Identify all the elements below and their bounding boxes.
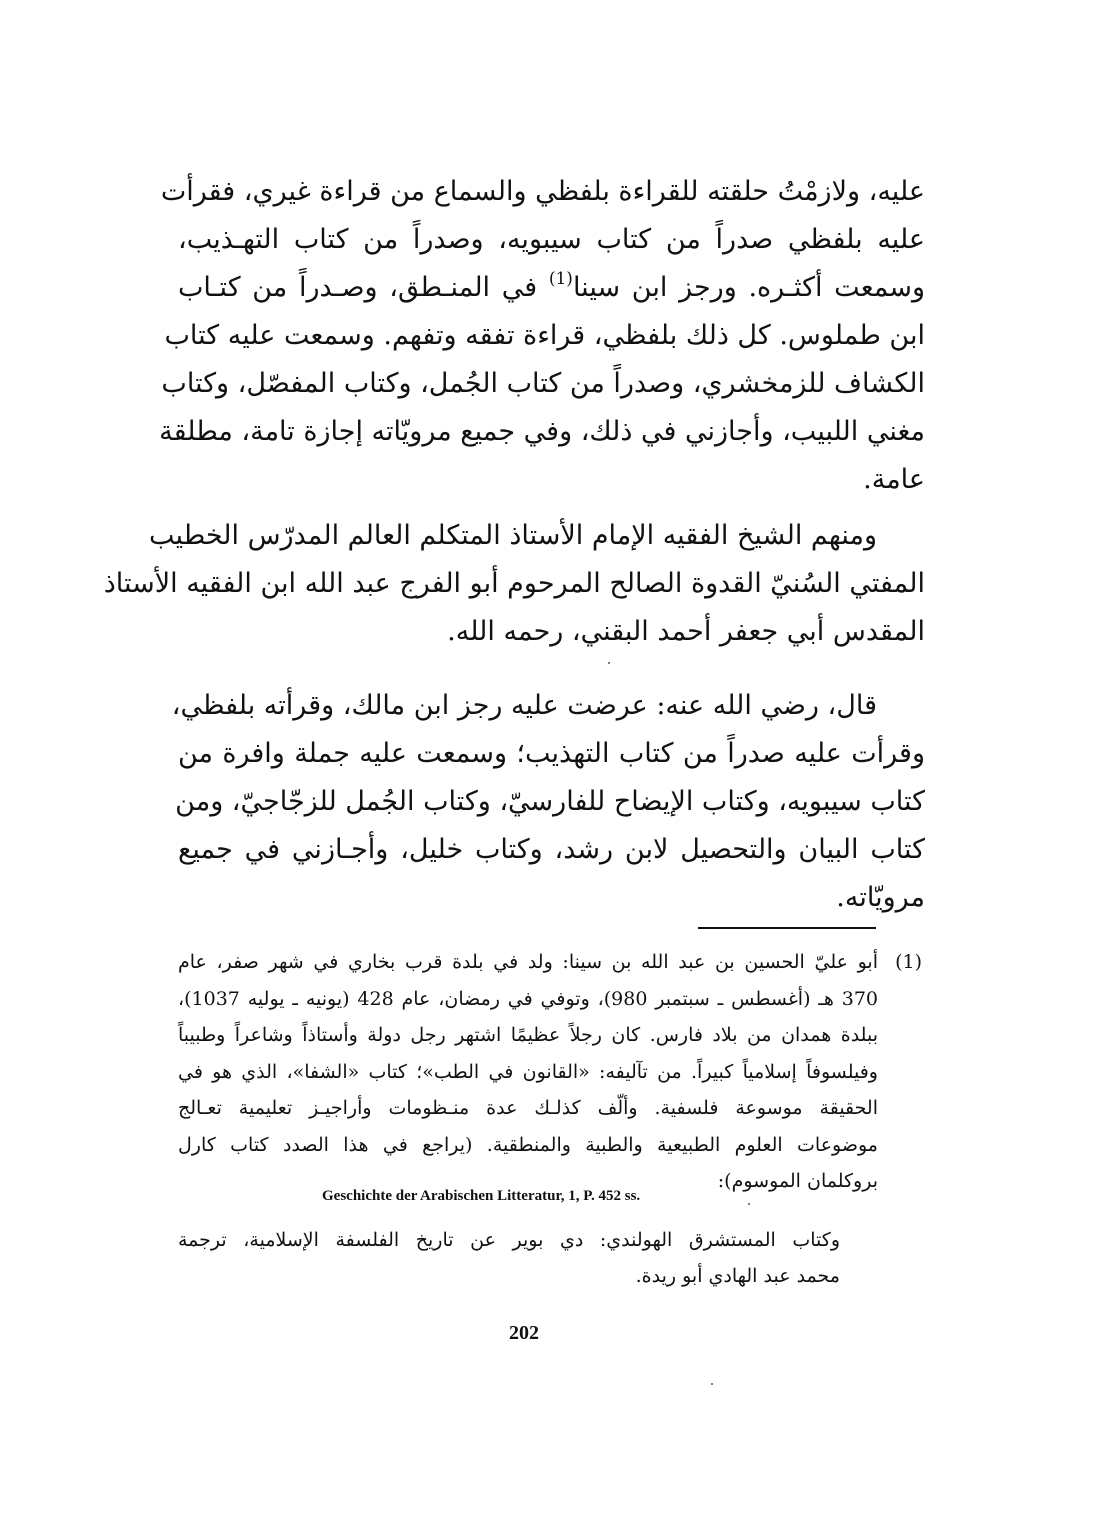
footnote-line: أبو عليّ الحسين بن عبد الله بن سينا: ولد في بلدة قرب بخاري في شهر صفر، عام: [178, 951, 878, 973]
text-line: مرويّاته.: [836, 882, 925, 913]
text-line: الكشاف للزمخشري، وصدراً من كتاب الجُمل، وكتاب المفصّل، وكتاب: [161, 368, 925, 399]
footnote-line: وفيلسوفاً إسلامياً كبيراً. من تآليفه: «القانون في الطب»؛ كتاب «الشفا»، الذي هو في: [178, 1060, 878, 1083]
footnote-number: (1): [895, 951, 922, 973]
text-line: ومنهم الشيخ الفقيه الإمام الأستاذ المتكلم العالم المدرّس الخطيب: [149, 520, 877, 551]
text-fragment: وسمعت أكثـره. ورجز ابن سينا: [572, 272, 925, 303]
latin-reference: Geschichte der Arabischen Litteratur, 1, P. 452 ss.: [322, 1188, 641, 1204]
scan-speck: [608, 662, 610, 664]
text-line: مغني اللبيب، وأجازني في ذلك، وفي جميع مرويّاته إجازة تامة، مطلقة: [159, 416, 925, 447]
footnote-separator: [698, 927, 876, 929]
text-line: المفتي السُنيّ القدوة الصالح المرحوم أبو الفرج عبد الله ابن الفقيه الأستاذ: [103, 568, 925, 599]
text-line: المقدس أبي جعفر أحمد البقني، رحمه الله.: [447, 616, 925, 647]
text-line: كتاب سيبويه، وكتاب الإيضاح للفارسيّ، وكتاب الجُمل للزجّاجيّ، ومن: [175, 786, 925, 817]
scan-speck: [711, 1383, 713, 1385]
text-line: وقرأت عليه صدراً من كتاب التهذيب؛ وسمعت عليه جملة وافرة من: [178, 738, 925, 769]
scan-speck: [748, 1203, 750, 1205]
paragraph-1: [159, 168, 925, 504]
footnote-line: ببلدة همدان من بلاد فارس. كان رجلاً عظيمًا اشتهر رجل دولة وأستاذاً وشاعراً وطبيباً: [178, 1024, 878, 1046]
footnote: [178, 944, 922, 1200]
text-line: [178, 264, 925, 312]
text-line: عليه، ولازمْتُ حلقته للقراءة بلفظي والسماع من قراءة غيري، فقرأت: [160, 176, 925, 207]
footnote-marker: (1): [548, 269, 573, 289]
footnote-line: موضوعات العلوم الطبيعية والطبية والمنطقية. (يراجع في هذا الصدد كتاب كارل: [178, 1133, 878, 1156]
text-line: ابن طملوس. كل ذلك بلفظي، قراءة تفقه وتفهم. وسمعت عليه كتاب: [164, 320, 925, 351]
text-line: قال، رضي الله عنه: عرضت عليه رجز ابن مالك، وقرأته بلفظي،: [171, 690, 877, 721]
footnote-continuation: [178, 1222, 840, 1294]
text-line: عليه بلفظي صدراً من كتاب سيبويه، وصدراً من كتاب التهـذيب،: [178, 224, 925, 255]
paragraph-3: [171, 682, 925, 922]
paragraph-2: [103, 512, 925, 656]
footnote-line: الحقيقة موسوعة فلسفية. وألّف كذلـك عدة منـظومات وأراجيـز تعليمية تعـالج: [178, 1097, 878, 1119]
footnote-line: محمد عبد الهادي أبو ريدة.: [635, 1265, 840, 1287]
footnote-line: بروكلمان الموسوم):: [717, 1170, 878, 1192]
text-fragment: في المنـطق، وصـدراً من كتـاب: [178, 272, 549, 303]
page-number: 202: [509, 1322, 539, 1344]
text-line: عامة.: [863, 464, 925, 495]
footnote-line: وكتاب المستشرق الهولندي: دي بوير عن تاريخ الفلسفة الإسلامية، ترجمة: [178, 1229, 840, 1251]
text-line: كتاب البيان والتحصيل لابن رشد، وكتاب خليل، وأجـازني في جميع: [178, 834, 925, 865]
footnote-line: 370 هـ (أغسطس ـ سبتمبر 980)، وتوفي في رمضان، عام 428 (يونيه ـ يوليه 1037)،: [178, 987, 879, 1010]
